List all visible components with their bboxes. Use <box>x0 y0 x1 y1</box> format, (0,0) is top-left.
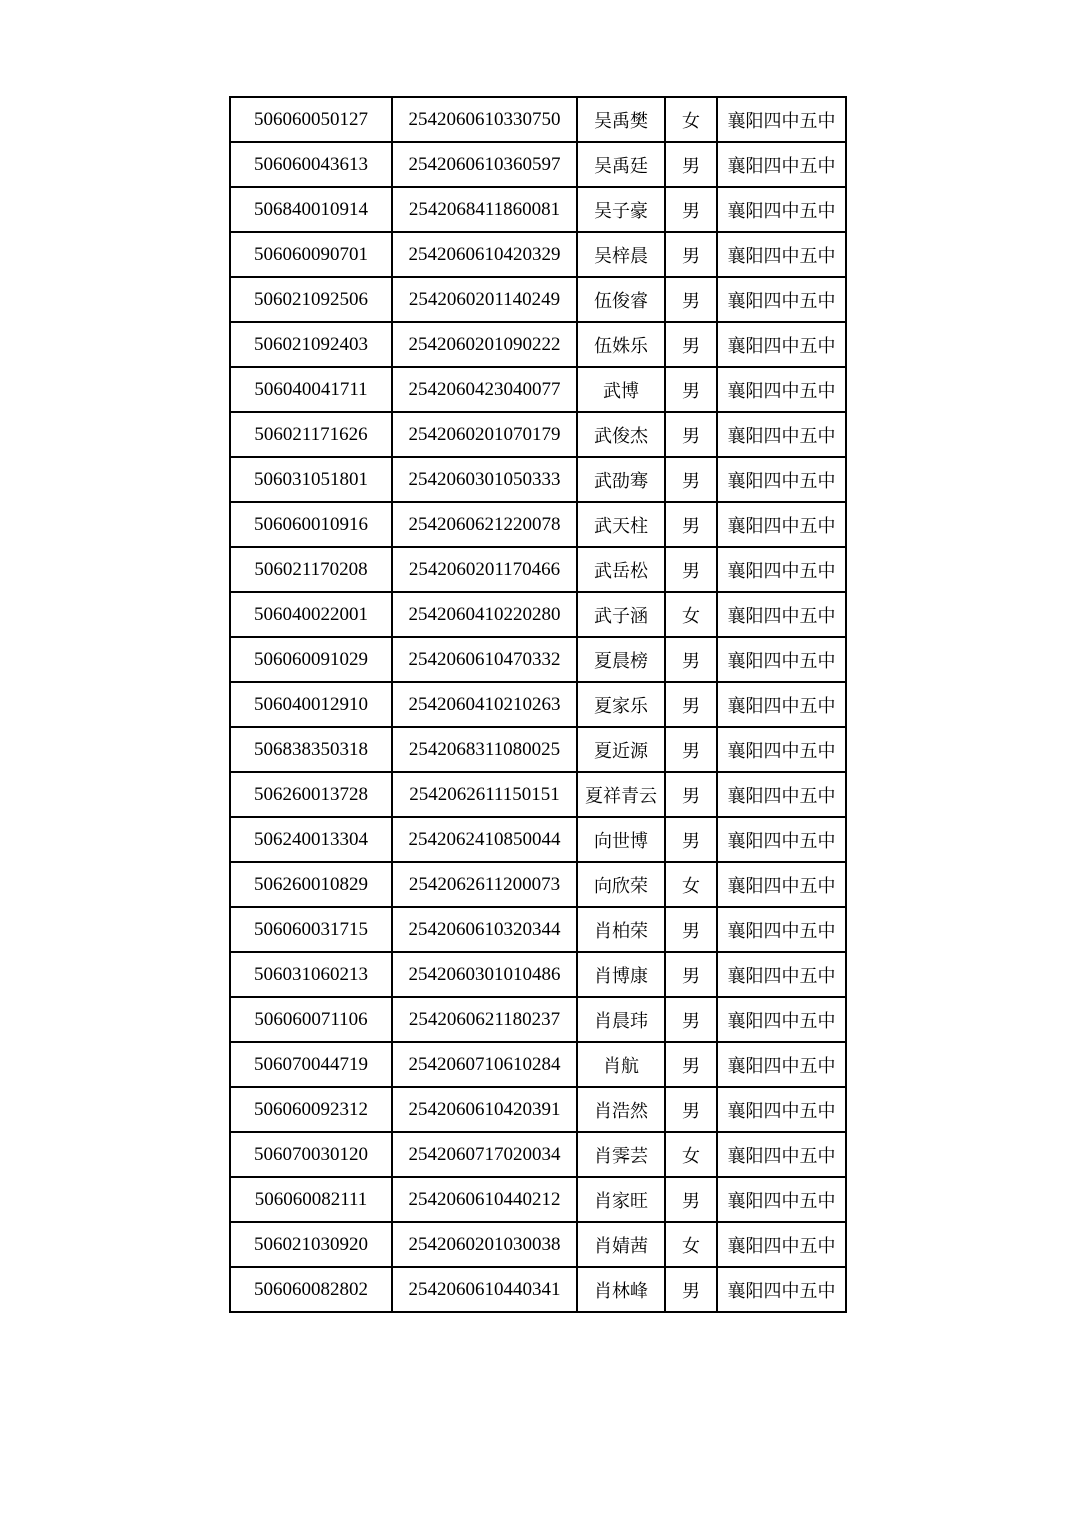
gender-cell: 男 <box>665 682 717 727</box>
school-cell: 襄阳四中五中 <box>717 547 846 592</box>
table-row <box>230 232 846 277</box>
exam-number-cell: 506838350318 <box>230 727 392 772</box>
gender-cell: 女 <box>665 1132 717 1177</box>
exam-number-cell: 506060043613 <box>230 142 392 187</box>
student-name-cell: 武子涵 <box>577 592 665 637</box>
gender-cell: 男 <box>665 1042 717 1087</box>
registration-number-cell: 2542068311080025 <box>392 727 577 772</box>
school-cell: 襄阳四中五中 <box>717 952 846 997</box>
student-name-cell: 武岳松 <box>577 547 665 592</box>
table-row <box>230 187 846 232</box>
exam-number-cell: 506840010914 <box>230 187 392 232</box>
student-name-cell: 伍姝乐 <box>577 322 665 367</box>
student-list-table <box>229 96 847 1313</box>
exam-number-cell: 506060071106 <box>230 997 392 1042</box>
gender-cell: 男 <box>665 1087 717 1132</box>
table-row <box>230 412 846 457</box>
school-cell: 襄阳四中五中 <box>717 1222 846 1267</box>
registration-number-cell: 2542060621180237 <box>392 997 577 1042</box>
gender-cell: 男 <box>665 412 717 457</box>
student-name-cell: 肖家旺 <box>577 1177 665 1222</box>
table-row <box>230 457 846 502</box>
gender-cell: 男 <box>665 997 717 1042</box>
school-cell: 襄阳四中五中 <box>717 277 846 322</box>
gender-cell: 男 <box>665 952 717 997</box>
student-name-cell: 武博 <box>577 367 665 412</box>
table-row <box>230 1042 846 1087</box>
school-cell: 襄阳四中五中 <box>717 502 846 547</box>
registration-number-cell: 2542060610320344 <box>392 907 577 952</box>
student-name-cell: 夏家乐 <box>577 682 665 727</box>
school-cell: 襄阳四中五中 <box>717 97 846 142</box>
student-name-cell: 吴禹廷 <box>577 142 665 187</box>
student-name-cell: 夏晨榜 <box>577 637 665 682</box>
table-row <box>230 1087 846 1132</box>
gender-cell: 男 <box>665 277 717 322</box>
gender-cell: 男 <box>665 637 717 682</box>
student-name-cell: 伍俊睿 <box>577 277 665 322</box>
gender-cell: 男 <box>665 142 717 187</box>
registration-number-cell: 2542060610440212 <box>392 1177 577 1222</box>
student-name-cell: 肖航 <box>577 1042 665 1087</box>
student-name-cell: 向欣荣 <box>577 862 665 907</box>
exam-number-cell: 506060082802 <box>230 1267 392 1312</box>
table-row <box>230 502 846 547</box>
table-row <box>230 367 846 412</box>
school-cell: 襄阳四中五中 <box>717 862 846 907</box>
registration-number-cell: 2542060201170466 <box>392 547 577 592</box>
student-name-cell: 武劭骞 <box>577 457 665 502</box>
school-cell: 襄阳四中五中 <box>717 727 846 772</box>
gender-cell: 男 <box>665 322 717 367</box>
exam-number-cell: 506021030920 <box>230 1222 392 1267</box>
table-row <box>230 682 846 727</box>
school-cell: 襄阳四中五中 <box>717 187 846 232</box>
student-name-cell: 吴禹樊 <box>577 97 665 142</box>
school-cell: 襄阳四中五中 <box>717 682 846 727</box>
table-body <box>230 97 846 1312</box>
school-cell: 襄阳四中五中 <box>717 322 846 367</box>
registration-number-cell: 2542062410850044 <box>392 817 577 862</box>
table-row <box>230 817 846 862</box>
table-row <box>230 997 846 1042</box>
student-name-cell: 武天柱 <box>577 502 665 547</box>
school-cell: 襄阳四中五中 <box>717 997 846 1042</box>
student-name-cell: 肖晨玮 <box>577 997 665 1042</box>
table-row <box>230 97 846 142</box>
registration-number-cell: 2542062611150151 <box>392 772 577 817</box>
registration-number-cell: 2542068411860081 <box>392 187 577 232</box>
table-row <box>230 547 846 592</box>
exam-number-cell: 506021092506 <box>230 277 392 322</box>
student-name-cell: 肖婧茜 <box>577 1222 665 1267</box>
gender-cell: 男 <box>665 232 717 277</box>
gender-cell: 女 <box>665 1222 717 1267</box>
table-row <box>230 1222 846 1267</box>
student-name-cell: 肖林峰 <box>577 1267 665 1312</box>
registration-number-cell: 2542062611200073 <box>392 862 577 907</box>
school-cell: 襄阳四中五中 <box>717 1267 846 1312</box>
school-cell: 襄阳四中五中 <box>717 637 846 682</box>
student-name-cell: 吴梓晨 <box>577 232 665 277</box>
exam-number-cell: 506060082111 <box>230 1177 392 1222</box>
school-cell: 襄阳四中五中 <box>717 142 846 187</box>
school-cell: 襄阳四中五中 <box>717 907 846 952</box>
student-name-cell: 肖浩然 <box>577 1087 665 1132</box>
school-cell: 襄阳四中五中 <box>717 592 846 637</box>
gender-cell: 女 <box>665 862 717 907</box>
school-cell: 襄阳四中五中 <box>717 412 846 457</box>
table-row <box>230 727 846 772</box>
registration-number-cell: 2542060610420329 <box>392 232 577 277</box>
student-name-cell: 向世博 <box>577 817 665 862</box>
gender-cell: 男 <box>665 907 717 952</box>
exam-number-cell: 506040022001 <box>230 592 392 637</box>
table-row <box>230 592 846 637</box>
gender-cell: 女 <box>665 97 717 142</box>
registration-number-cell: 2542060410210263 <box>392 682 577 727</box>
student-name-cell: 肖霁芸 <box>577 1132 665 1177</box>
table-row <box>230 952 846 997</box>
registration-number-cell: 2542060423040077 <box>392 367 577 412</box>
gender-cell: 男 <box>665 547 717 592</box>
exam-number-cell: 506060090701 <box>230 232 392 277</box>
gender-cell: 男 <box>665 727 717 772</box>
exam-number-cell: 506070030120 <box>230 1132 392 1177</box>
student-name-cell: 武俊杰 <box>577 412 665 457</box>
registration-number-cell: 2542060201070179 <box>392 412 577 457</box>
exam-number-cell: 506021171626 <box>230 412 392 457</box>
registration-number-cell: 2542060301010486 <box>392 952 577 997</box>
registration-number-cell: 2542060610330750 <box>392 97 577 142</box>
student-name-cell: 夏祥青云 <box>577 772 665 817</box>
school-cell: 襄阳四中五中 <box>717 1087 846 1132</box>
registration-number-cell: 2542060301050333 <box>392 457 577 502</box>
table-row <box>230 142 846 187</box>
student-name-cell: 肖博康 <box>577 952 665 997</box>
gender-cell: 男 <box>665 457 717 502</box>
gender-cell: 男 <box>665 772 717 817</box>
school-cell: 襄阳四中五中 <box>717 232 846 277</box>
exam-number-cell: 506021092403 <box>230 322 392 367</box>
exam-number-cell: 506260013728 <box>230 772 392 817</box>
school-cell: 襄阳四中五中 <box>717 457 846 502</box>
school-cell: 襄阳四中五中 <box>717 772 846 817</box>
exam-number-cell: 506021170208 <box>230 547 392 592</box>
table-row <box>230 1267 846 1312</box>
exam-number-cell: 506040012910 <box>230 682 392 727</box>
exam-number-cell: 506031051801 <box>230 457 392 502</box>
registration-number-cell: 2542060610420391 <box>392 1087 577 1132</box>
table-row <box>230 772 846 817</box>
registration-number-cell: 2542060710610284 <box>392 1042 577 1087</box>
exam-number-cell: 506031060213 <box>230 952 392 997</box>
exam-number-cell: 506060010916 <box>230 502 392 547</box>
gender-cell: 女 <box>665 592 717 637</box>
exam-number-cell: 506060091029 <box>230 637 392 682</box>
registration-number-cell: 2542060201140249 <box>392 277 577 322</box>
table-row <box>230 322 846 367</box>
school-cell: 襄阳四中五中 <box>717 1042 846 1087</box>
exam-number-cell: 506040041711 <box>230 367 392 412</box>
student-name-cell: 肖柏荣 <box>577 907 665 952</box>
gender-cell: 男 <box>665 367 717 412</box>
registration-number-cell: 2542060610470332 <box>392 637 577 682</box>
table-row <box>230 907 846 952</box>
registration-number-cell: 2542060610360597 <box>392 142 577 187</box>
exam-number-cell: 506060031715 <box>230 907 392 952</box>
table-row <box>230 277 846 322</box>
exam-number-cell: 506070044719 <box>230 1042 392 1087</box>
registration-number-cell: 2542060410220280 <box>392 592 577 637</box>
gender-cell: 男 <box>665 1267 717 1312</box>
school-cell: 襄阳四中五中 <box>717 1132 846 1177</box>
school-cell: 襄阳四中五中 <box>717 1177 846 1222</box>
table-row <box>230 1132 846 1177</box>
exam-number-cell: 506240013304 <box>230 817 392 862</box>
gender-cell: 男 <box>665 817 717 862</box>
school-cell: 襄阳四中五中 <box>717 367 846 412</box>
registration-number-cell: 2542060621220078 <box>392 502 577 547</box>
exam-number-cell: 506260010829 <box>230 862 392 907</box>
registration-number-cell: 2542060717020034 <box>392 1132 577 1177</box>
student-name-cell: 夏近源 <box>577 727 665 772</box>
gender-cell: 男 <box>665 1177 717 1222</box>
exam-number-cell: 506060050127 <box>230 97 392 142</box>
table-row <box>230 862 846 907</box>
registration-number-cell: 2542060610440341 <box>392 1267 577 1312</box>
registration-number-cell: 2542060201090222 <box>392 322 577 367</box>
registration-number-cell: 2542060201030038 <box>392 1222 577 1267</box>
student-name-cell: 吴子豪 <box>577 187 665 232</box>
table-row <box>230 1177 846 1222</box>
school-cell: 襄阳四中五中 <box>717 817 846 862</box>
gender-cell: 男 <box>665 502 717 547</box>
exam-number-cell: 506060092312 <box>230 1087 392 1132</box>
gender-cell: 男 <box>665 187 717 232</box>
table-row <box>230 637 846 682</box>
